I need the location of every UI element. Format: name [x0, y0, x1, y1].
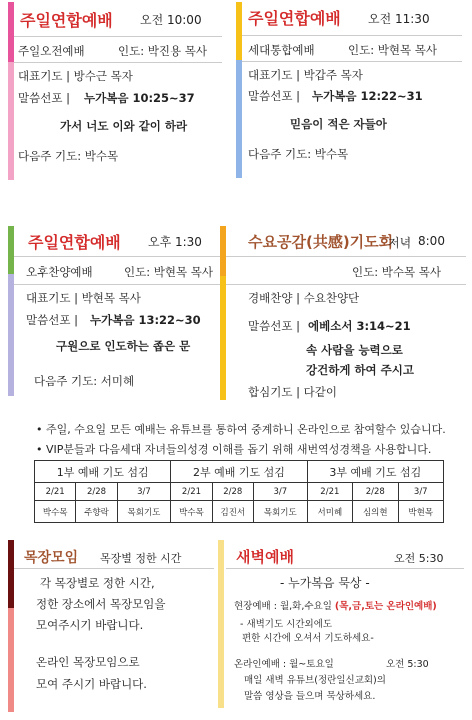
- onsite-days: 현장예배 : 월,화,수요일: [234, 601, 335, 612]
- table-date-cell: 2/28: [212, 483, 253, 501]
- section-title: 목장모임: [24, 550, 79, 566]
- table-date-cell: 3/7: [398, 483, 444, 501]
- section-accent-bar: [8, 540, 14, 608]
- table-date-cell: 3/7: [253, 483, 307, 501]
- table-name-cell: 박현목: [398, 501, 444, 523]
- meeting-note: 모여주시기 바랍니다.: [36, 618, 144, 632]
- next-week-prayer: 다음주 기도: 서미혜: [34, 374, 135, 388]
- sermon-label: 말씀선포 |: [18, 91, 70, 105]
- divider: [242, 61, 462, 62]
- service-leader: 인도: 박현목 목사: [124, 265, 213, 279]
- divider: [14, 256, 226, 257]
- onsite-service: [234, 598, 437, 612]
- service-time-label: 저녁: [388, 236, 412, 250]
- table-name-cell: 박수목: [35, 501, 76, 523]
- sermon-passage: 누가복음 12:22~31: [312, 89, 423, 103]
- service-time: 오전 5:30: [394, 552, 444, 565]
- dawn-note: 편한 시간에 오셔서 기도하세요-: [242, 633, 374, 644]
- table-group-header: 2부 예배 기도 섬김: [171, 461, 307, 483]
- section-title: 주일연합예배: [20, 11, 113, 30]
- sermon-label: 말씀선포 |: [248, 89, 300, 103]
- youtube-note: 말씀 영상을 들으며 묵상하세요.: [244, 691, 376, 702]
- representative-prayer: 대표기도 | 방수근 목자: [18, 69, 133, 83]
- sermon-label: 말씀선포 |: [248, 319, 300, 333]
- notice-line: • VIP분들과 다음세대 자녀들의성경 이해를 돕기 위해 새번역성경책을 사용합니다.: [36, 443, 432, 456]
- divider: [226, 256, 466, 257]
- section-accent-bar: [8, 274, 14, 396]
- section-title: 수요공감(共感)기도회: [248, 233, 394, 251]
- sermon-title: 가서 너도 이와 같이 하라: [60, 119, 188, 133]
- online-service-days: 온라인예배 : 월~토요일: [234, 659, 334, 670]
- service-type: 오후찬양예배: [26, 265, 93, 279]
- divider: [14, 36, 222, 37]
- divider: [14, 62, 222, 63]
- online-days-note: (목,금,토는 온라인예배): [334, 601, 437, 612]
- divider: [226, 568, 464, 569]
- service-time: 8:00: [418, 234, 445, 248]
- devotion-subtitle: - 누가복음 묵상 -: [280, 576, 370, 590]
- praise-worship: 경배찬양 | 수요찬양단: [248, 291, 360, 305]
- service-time: 오후 1:30: [148, 235, 202, 249]
- sermon-title-line1: 속 사람을 능력으로: [306, 343, 403, 357]
- table-date-cell: 2/21: [307, 483, 352, 501]
- table-date-cell: 2/28: [76, 483, 117, 501]
- table-group-header: 3부 예배 기도 섬김: [307, 461, 443, 483]
- section-title: 새벽예배: [236, 548, 294, 566]
- next-week-prayer: 다음주 기도: 박수목: [248, 147, 349, 161]
- section-title: 주일연합예배: [28, 233, 121, 252]
- section-accent-bar: [236, 2, 242, 60]
- section-accent-bar: [8, 608, 14, 712]
- sermon-title-line2: 강건하게 하여 주시고: [306, 363, 414, 377]
- representative-prayer: 대표기도 | 박갑주 목자: [248, 68, 363, 82]
- table-group-header: 1부 예배 기도 섬김: [35, 461, 171, 483]
- service-leader: 인도: 박수목 목사: [352, 265, 441, 279]
- table-name-cell: 서미혜: [307, 501, 352, 523]
- sermon-label: 말씀선포 |: [26, 313, 78, 327]
- section-accent-bar: [218, 540, 224, 598]
- section-accent-bar: [236, 60, 242, 178]
- service-leader: 인도: 박진용 목사: [118, 44, 207, 58]
- divider: [242, 35, 462, 36]
- section-accent-bar: [8, 2, 14, 62]
- divider: [14, 284, 226, 285]
- table-date-cell: 2/21: [35, 483, 76, 501]
- meeting-note: 온라인 목장모임으로: [36, 655, 140, 669]
- section-accent-bar: [8, 226, 14, 274]
- table-date-cell: 2/21: [171, 483, 212, 501]
- notice-line: • 주일, 수요일 모든 예배는 유튜브를 통하여 중계하니 온라인으로 참여할수 있습니다.: [36, 423, 446, 436]
- sermon-passage: 에베소서 3:14~21: [308, 319, 411, 333]
- section-title: 주일연합예배: [248, 9, 341, 28]
- table-date-cell: 2/28: [353, 483, 398, 501]
- table-name-cell: 박수목: [171, 501, 212, 523]
- divider: [14, 568, 214, 569]
- service-type: 주일오전예배: [18, 44, 85, 58]
- section-accent-bar: [218, 598, 224, 708]
- section-accent-bar: [220, 226, 226, 276]
- meeting-note: 각 목장별로 정한 시간,: [40, 576, 155, 590]
- table-name-cell: 김진서: [212, 501, 253, 523]
- unison-prayer: 합심기도 | 다같이: [248, 385, 337, 399]
- meeting-note: 모여 주시기 바랍니다.: [36, 677, 147, 691]
- next-week-prayer: 다음주 기도: 박수목: [18, 149, 119, 163]
- sermon-passage: 누가복음 10:25~37: [84, 91, 195, 105]
- service-leader: 인도: 박현목 목사: [348, 43, 437, 57]
- table-name-cell: 심의현: [353, 501, 398, 523]
- youtube-note: 매일 새벽 유튜브(정란일신교회)의: [244, 675, 386, 686]
- sermon-title: 구원으로 인도하는 좁은 문: [56, 339, 191, 353]
- representative-prayer: 대표기도 | 박현목 목사: [26, 291, 141, 305]
- table-date-cell: 3/7: [117, 483, 171, 501]
- section-accent-bar: [8, 62, 14, 180]
- dawn-note: - 새벽기도 시간외에도: [240, 619, 333, 630]
- service-time: 오전 10:00: [140, 13, 202, 27]
- divider: [226, 284, 466, 285]
- service-type: 세대통합예배: [248, 43, 315, 57]
- sermon-title: 믿음이 적은 자들아: [290, 117, 387, 131]
- table-name-cell: 주향락: [76, 501, 117, 523]
- table-name-cell: 목회기도: [117, 501, 171, 523]
- service-time: 오전 11:30: [368, 12, 430, 26]
- online-service-time: 오전 5:30: [386, 659, 429, 670]
- meeting-note: 정한 장소에서 목장모임을: [36, 597, 166, 611]
- table-name-cell: 목회기도: [253, 501, 307, 523]
- sermon-passage: 누가복음 13:22~30: [90, 313, 201, 327]
- section-accent-bar: [220, 276, 226, 400]
- meeting-time: 목장별 정한 시간: [100, 552, 182, 565]
- prayer-schedule-table: [34, 460, 444, 523]
